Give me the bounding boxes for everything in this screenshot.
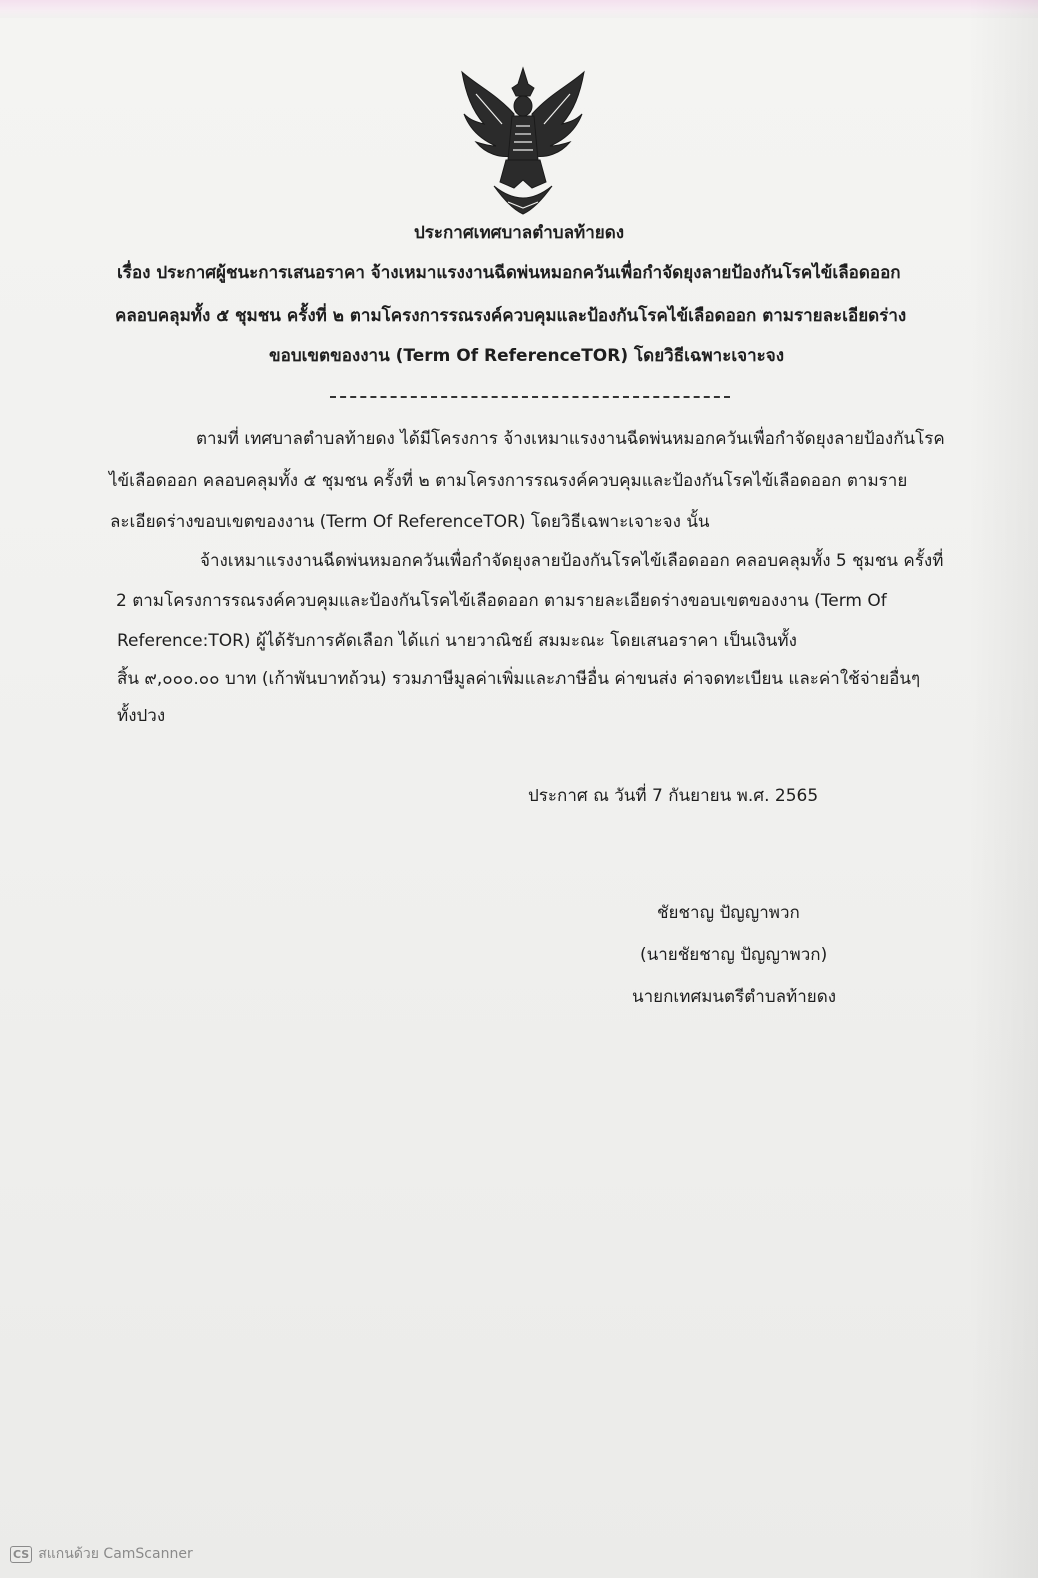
camscanner-logo-icon: CS [10,1546,32,1563]
camscanner-watermark [10,1543,193,1565]
paragraph-1-line-3: ละเอียดร่างขอบเขตของงาน (Term Of ReferenceTOR) โดยวิธีเฉพาะเจาะจง นั้น [110,512,710,532]
divider [330,396,730,398]
subject-line-2: คลอบคลุมทั้ง ๕ ชุมชน ครั้งที่ ๒ ตามโครงการรณรงค์ควบคุมและป้องกันโรคไข้เลือดออก ตามรายละเอียดร่าง [115,306,907,326]
subject-line-1: เรื่อง ประกาศผู้ชนะการเสนอราคา จ้างเหมาแรงงานฉีดพ่นหมอกควันเพื่อกำจัดยุงลายป้องกันโรคไข้เลือดออก [117,263,901,283]
camscanner-text: สแกนด้วย CamScanner [38,1546,193,1562]
signature: ชัยชาญ ปัญญาพวก [657,903,800,923]
paragraph-2-line-3: Reference:TOR) ผู้ได้รับการคัดเลือก ได้แก่ นายวาณิชย์ สมมะณะ โดยเสนอราคา เป็นเงินทั้ง [117,631,797,651]
document-title: ประกาศเทศบาลตำบลท้ายดง [413,223,625,243]
signer-name: (นายชัยชาญ ปัญญาพวก) [640,945,828,965]
subject-line-3: ขอบเขตของงาน (Term Of ReferenceTOR) โดยวิธีเฉพาะเจาะจง [269,346,785,366]
paragraph-2-line-2: 2 ตามโครงการรณรงค์ควบคุมและป้องกันโรคไข้เลือดออก ตามรายละเอียดร่างขอบเขตของงาน (Term Of [116,591,887,611]
signer-position: นายกเทศมนตรีตำบลท้ายดง [632,987,837,1007]
garuda-emblem-icon [456,64,590,216]
paragraph-2-line-1: จ้างเหมาแรงงานฉีดพ่นหมอกควันเพื่อกำจัดยุงลายป้องกันโรคไข้เลือดออก คลอบคลุมทั้ง 5 ชุมชน ครั้งที่ [200,551,944,571]
paragraph-1-line-1: ตามที่ เทศบาลตำบลท้ายดง ได้มีโครงการ จ้างเหมาแรงงานฉีดพ่นหมอกควันเพื่อกำจัดยุงลายป้องกันโรค [196,429,945,449]
announcement-date: ประกาศ ณ วันที่ 7 กันยายน พ.ศ. 2565 [528,786,819,806]
scan-top-edge [0,0,1038,18]
paragraph-1-line-2: ไข้เลือดออก คลอบคลุมทั้ง ๕ ชุมชน ครั้งที่ ๒ ตามโครงการรณรงค์ควบคุมและป้องกันโรคไข้เลือดออก ตามราย [109,471,908,491]
paragraph-2-line-5: ทั้งปวง [117,706,166,726]
paragraph-2-line-4: สิ้น ๙,๐๐๐.๐๐ บาท (เก้าพันบาทถ้วน) รวมภาษีมูลค่าเพิ่มและภาษีอื่น ค่าขนส่ง ค่าจดทะเบียน และค่าใช้จ่ายอื่นๆ [117,669,921,689]
